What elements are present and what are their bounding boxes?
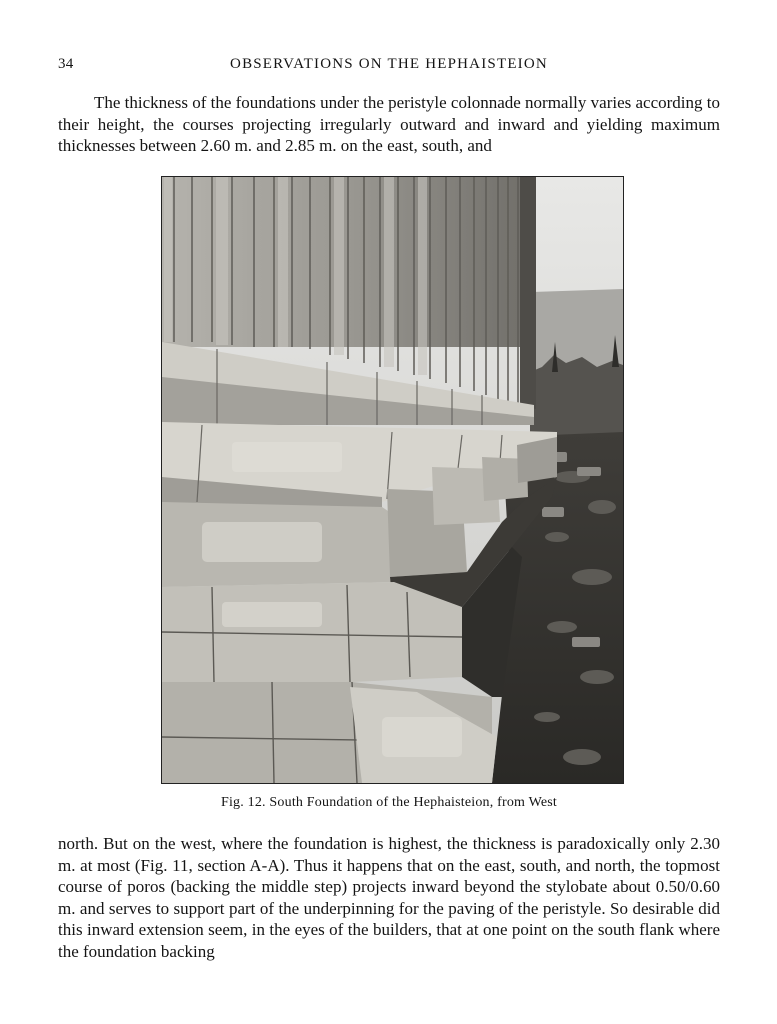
paragraph-top: The thickness of the foundations under the peristyle colonnade normally varies according to their height, the courses projecting irregularly outward and inward and yielding maximum thicknesses between 2.60 m. and 2.85 m. on the east, south, and [58,93,720,155]
page-number: 34 [58,56,74,72]
figure-caption: Fig. 12. South Foundation of the Hephaisteion, from West [220,795,558,810]
temple-foundation-photo [162,177,623,783]
figure-photo [161,176,624,784]
paragraph-bottom: north. But on the west, where the foundation is highest, the thickness is paradoxically only 2.30 m. at most (Fig. 11, section A-A). Thus it happens that on the east, south, and north, the topmost course of poros (backing the middle step) projects inward beyond the stylobate about 0.50/0.60 m. and serves to support part of the underpinning for the paving of the peristyle. So desirable did this inward extension seem, in the eyes of the builders, that at one point on the south flank where the foundation backing [58,834,720,961]
running-head: OBSERVATIONS ON THE HEPHAISTEION [230,56,548,72]
